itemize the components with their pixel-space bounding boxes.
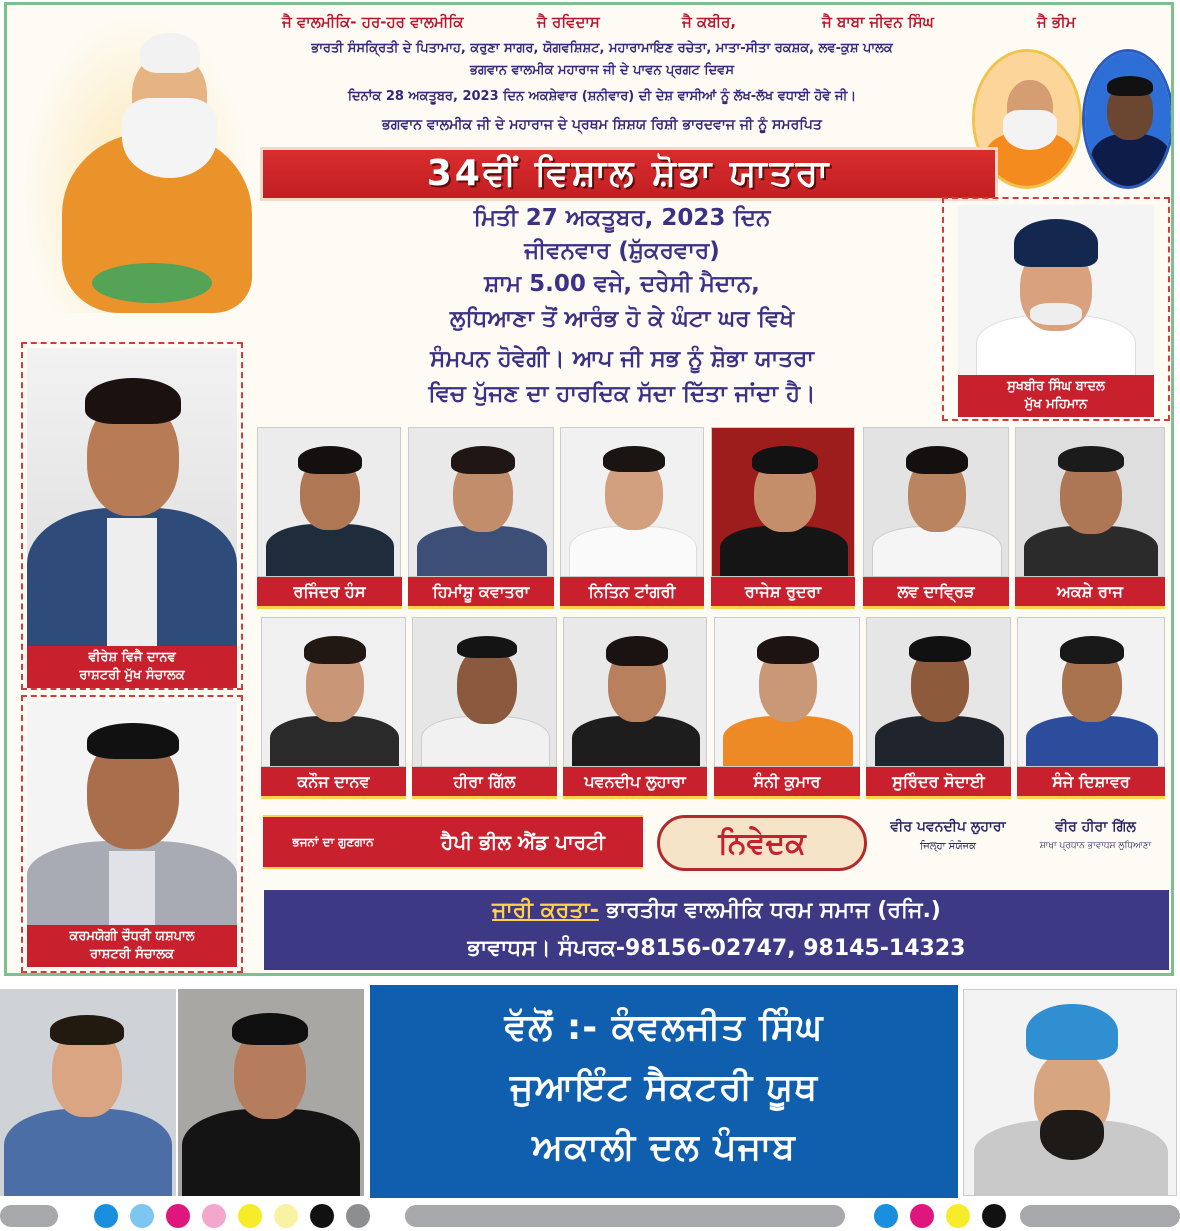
cyan-dot <box>94 1204 118 1228</box>
print-bar <box>0 1205 58 1227</box>
person-photo <box>257 427 401 577</box>
print-bar <box>405 1205 845 1227</box>
person-photo <box>711 427 855 577</box>
left-person-name: ਕਰਮਯੋਗੀ ਚੌਧਰੀ ਯਸ਼ਪਾਲ <box>69 929 195 944</box>
chief-guest-caption <box>958 375 1154 417</box>
chief-guest-role: ਮੁੱਖ ਮਹਿਮਾਨ <box>1024 397 1088 412</box>
nivedak-badge <box>657 815 867 871</box>
event-detail: ਜੀਵਨਵਾਰ (ਸ਼ੁੱਕਰਵਾਰ) <box>524 238 720 264</box>
bhajan-label: ਭਜਨਾਂ ਦਾ ਗੁਣਗਾਨ <box>292 834 374 849</box>
bottom-person-photo-2 <box>178 989 364 1196</box>
nivedak-label: ਨਿਵੇਦਕ <box>718 825 806 861</box>
event-detail: ਲੁਧਿਆਣਾ ਤੋਂ ਆਰੰਭ ਹੋ ਕੇ ਘੰਟਾ ਘਰ ਵਿਖੇ <box>449 306 795 332</box>
yatra-banner <box>260 147 998 201</box>
nivedak-role: ਜਿਲ੍ਹਾ ਸੰਯੋਜਕ <box>919 841 977 852</box>
print-bar <box>1020 1205 1180 1227</box>
message-line: ਵੱਲੋਂ :- ਕੰਵਲਜੀਤ ਸਿੰਘ <box>504 1007 824 1048</box>
banner-title: 34ਵੀਂ ਵਿਸ਼ਾਲ ਸ਼ੋਭਾ ਯਾਤਰਾ <box>426 153 832 194</box>
bottom-person-photo-1 <box>0 989 176 1196</box>
chief-guest-name: ਸੁਖਬੀਰ ਸਿੰਘ ਬਾਦਲ <box>1007 379 1105 394</box>
person-photo <box>560 427 704 577</box>
slogan: ਜੈ ਬਾਬਾ ਜੀਵਨ ਸਿੰਘ <box>822 13 934 31</box>
person-name-tag: ਪਵਨਦੀਪ ਲੁਹਾਰਾ <box>563 767 707 799</box>
slogan: ਜੈ ਭੀਮ <box>1037 13 1076 31</box>
person-name-tag: ਲਵ ਦਾਵ੍ਰਿੜ <box>863 577 1009 609</box>
black-dot <box>310 1204 334 1228</box>
person-name-tag: ਨਿਤਿਨ ਟਾਂਗਰੀ <box>560 577 704 609</box>
issuer-org: ਭਾਰਤੀਯ ਵਾਲਮੀਕਿ ਧਰਮ ਸਮਾਜ (ਰਜਿ.) <box>606 898 941 923</box>
rishi-valmiki-illustration <box>22 13 252 313</box>
person-name-tag: ਹੀਰਾ ਗਿੱਲ <box>412 767 557 799</box>
chief-guest-photo <box>958 205 1154 375</box>
intro-line: ਦਿਨਾਂਕ 28 ਅਕਤੂਬਰ, 2023 ਦਿਨ ਅਕਸ਼ੇਵਾਰ (ਸ਼ਨੀਵਾਰ) ਦੀ ਦੇਸ਼ ਵਾਸੀਆਂ ਨੂੰ ਲੱਖ-ਲੱਖ ਵਧਾਈ ਹੋਵੇ ਜੀ। <box>347 89 857 104</box>
message-line: ਜੁਆਇੰਟ ਸੈਕਟਰੀ ਯੂਥ <box>509 1067 819 1108</box>
person-photo <box>1015 427 1165 577</box>
black-dot <box>982 1204 1006 1228</box>
slogan: ਜੈ ਕਬੀਰ, <box>682 13 737 31</box>
message-line: ਅਕਾਲੀ ਦਲ ਪੰਜਾਬ <box>532 1127 796 1168</box>
person-name-tag: ਸੁਰਿੰਦਰ ਸੋਦਾਈ <box>866 767 1011 799</box>
person-name-tag: ਰਾਜੇਸ਼ ਰੁਦਰਾ <box>711 577 855 609</box>
left-person-role: ਰਾਸ਼ਟਰੀ ਸੰਚਾਲਕ <box>89 947 175 962</box>
issuer-line <box>264 898 1169 923</box>
magenta-dot <box>910 1204 934 1228</box>
left-person-box-1 <box>21 342 243 690</box>
left-person-caption-1 <box>27 646 237 688</box>
intro-line: ਭਗਵਾਨ ਵਾਲਮੀਕ ਜੀ ਦੇ ਮਹਾਰਾਜ ਦੇ ਪ੍ਰਥਮ ਸ਼ਿਸ਼ਯ ਰਿਸ਼ੀ ਭਾਰਦਵਾਜ ਜੀ ਨੂੰ ਸਮਰਪਿਤ <box>382 117 822 133</box>
person-photo <box>408 427 554 577</box>
grey-dot <box>346 1204 370 1228</box>
issuer-prefix: ਜਾਰੀ ਕਰਤਾ- <box>492 898 599 923</box>
nivedak-person <box>1023 819 1168 869</box>
bottom-strip <box>0 985 1180 1198</box>
event-detail: ਵਿਚ ਪੁੱਜਣ ਦਾ ਹਾਰਦਿਕ ਸੱਦਾ ਦਿੱਤਾ ਜਾਂਦਾ ਹੈ। <box>428 381 816 407</box>
person-name-tag: ਹਿਮਾਂਸ਼ੂ ਕਵਾਤਰਾ <box>408 577 554 609</box>
party-name-box <box>403 815 643 869</box>
person-name-tag: ਅਕਸ਼ੇ ਰਾਜ <box>1015 577 1165 609</box>
pink-dot <box>202 1204 226 1228</box>
nivedak-role: ਸ਼ਾਖਾ ਪ੍ਰਧਾਨ ਭਾਵਾਧਸ ਲੁਧਿਆਣਾ <box>1039 841 1152 851</box>
person-photo <box>412 617 557 767</box>
party-name: ਹੈਪੀ ਭੀਲ ਐਂਡ ਪਾਰਟੀ <box>441 830 605 854</box>
nivedak-row <box>263 815 1168 875</box>
blue-message-panel <box>370 985 958 1198</box>
contact-line: ਭਾਵਾਧਸ। ਸੰਪਰਕ-98156-02747, 98145-14323 <box>467 936 966 961</box>
magenta-dot <box>166 1204 190 1228</box>
person-name-tag: ਸੰਜੇ ਦਿਸ਼ਾਵਰ <box>1017 767 1165 799</box>
left-person-name: ਵੀਰੇਸ਼ ਵਿਜੈ ਦਾਨਵ <box>88 650 176 665</box>
nivedak-person <box>873 819 1023 869</box>
person-photo <box>261 617 406 767</box>
chief-guest-box <box>942 197 1170 421</box>
print-marks <box>0 1200 1180 1231</box>
left-person-photo-2 <box>27 701 237 925</box>
yellow-dot <box>238 1204 262 1228</box>
event-detail: ਸ਼ਾਮ 5.00 ਵਜੇ, ਦਰੇਸੀ ਮੈਦਾਨ, <box>484 271 760 297</box>
left-person-role: ਰਾਸ਼ਟਰੀ ਮੁੱਖ ਸੰਚਾਲਕ <box>79 668 185 683</box>
event-detail: ਮਿਤੀ 27 ਅਕਤੂਬਰ, 2023 ਦਿਨ <box>473 205 771 231</box>
person-photo <box>714 617 860 767</box>
bottom-person-photo-3 <box>963 989 1177 1196</box>
event-poster <box>4 2 1174 976</box>
slogan-row <box>282 11 1142 35</box>
nivedak-name: ਵੀਰ ਹੀਰਾ ਗਿੱਲ <box>1055 819 1136 835</box>
intro-line: ਭਾਰਤੀ ਸੰਸਕ੍ਰਿਤੀ ਦੇ ਪਿਤਾਮਾਹ, ਕਰੁਣਾ ਸਾਗਰ, ਯੋਗਵਸ਼ਿਸ਼ਟ, ਮਹਾਰਾਮਾਇਣ ਰਚੇਤਾ, ਮਾਤਾ-ਸੀਤਾ ਰਕਸ਼ਕ, ਲਵ-ਕੁਸ਼ ਪਾਲਕ <box>311 41 893 56</box>
left-person-photo-1 <box>27 348 237 646</box>
slogan: ਜੈ ਰਵਿਦਾਸ <box>537 13 600 31</box>
light-yellow-dot <box>274 1204 298 1228</box>
left-person-box-2 <box>21 695 243 973</box>
nivedak-name: ਵੀਰ ਪਵਨਦੀਪ ਲੁਹਾਰਾ <box>890 819 1006 835</box>
slogan: ਜੈ ਵਾਲਮੀਕਿ- ਹਰ-ਹਰ ਵਾਲਮੀਕਿ <box>282 13 464 31</box>
person-photo <box>1017 617 1165 767</box>
person-name-tag: ਕਨੌਜ ਦਾਨਵ <box>261 767 406 799</box>
bhajan-label-box <box>263 815 403 869</box>
person-photo <box>563 617 707 767</box>
person-photo <box>863 427 1009 577</box>
left-person-caption-2 <box>27 925 237 967</box>
intro-line: ਭਗਵਾਨ ਵਾਲਮੀਕ ਮਹਾਰਾਜ ਜੀ ਦੇ ਪਾਵਨ ਪ੍ਰਗਟ ਦਿਵਸ <box>470 63 734 78</box>
ambedkar-portrait <box>1082 49 1174 189</box>
light-cyan-dot <box>130 1204 154 1228</box>
event-detail: ਸੰਮਪਨ ਹੋਵੇਗੀ। ਆਪ ਜੀ ਸਭ ਨੂੰ ਸ਼ੋਭਾ ਯਾਤਰਾ <box>430 346 814 372</box>
person-photo <box>866 617 1011 767</box>
issuer-footer <box>264 890 1169 970</box>
yellow-dot <box>946 1204 970 1228</box>
cyan-dot <box>874 1204 898 1228</box>
person-name-tag: ਸੰਨੀ ਕੁਮਾਰ <box>714 767 860 799</box>
person-name-tag: ਰਜਿੰਦਰ ਹੰਸ <box>257 577 402 609</box>
